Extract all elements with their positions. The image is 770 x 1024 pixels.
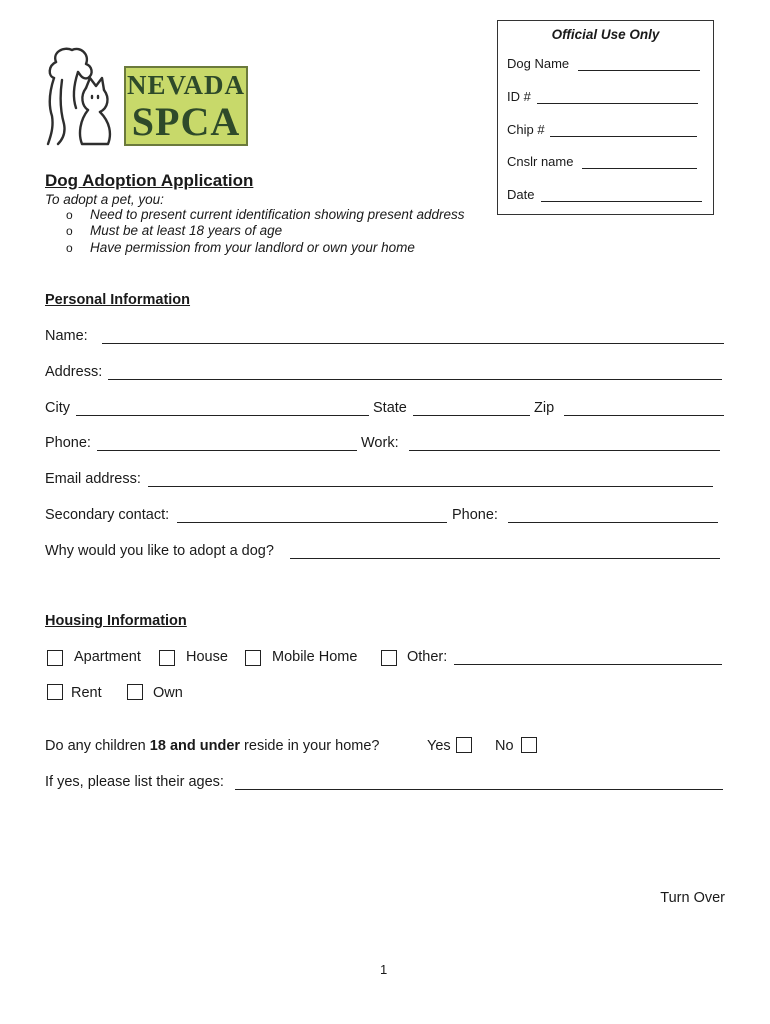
- phone-label: Phone:: [45, 435, 91, 451]
- official-date-label: Date: [507, 187, 535, 202]
- own-checkbox[interactable]: [127, 684, 143, 700]
- official-dog-name-label: Dog Name: [507, 56, 570, 71]
- house-checkbox[interactable]: [159, 650, 175, 666]
- official-counselor-line[interactable]: [582, 168, 697, 169]
- logo-line1: NEVADA: [126, 70, 246, 100]
- apartment-label: Apartment: [74, 649, 141, 665]
- mobile-home-checkbox[interactable]: [245, 650, 261, 666]
- state-label: State: [373, 400, 407, 416]
- children-question: Do any children 18 and under reside in your home?: [45, 738, 380, 754]
- email-label: Email address:: [45, 471, 141, 487]
- children-ages-label: If yes, please list their ages:: [45, 774, 224, 790]
- logo: [42, 44, 252, 150]
- children-yes-checkbox[interactable]: [456, 737, 472, 753]
- phone-field[interactable]: [97, 450, 357, 451]
- logo-line2: SPCA: [131, 99, 241, 144]
- dog-cat-logo-icon: [42, 44, 114, 148]
- official-chip-line[interactable]: [550, 136, 697, 137]
- rent-label: Rent: [71, 685, 102, 701]
- requirement-item: o Must be at least 18 years of age: [66, 223, 283, 238]
- official-chip-label: Chip #: [507, 122, 545, 137]
- official-use-title: Official Use Only: [551, 27, 660, 42]
- children-no-checkbox[interactable]: [521, 737, 537, 753]
- personal-info-heading: Personal Information: [45, 292, 191, 308]
- other-checkbox[interactable]: [381, 650, 397, 666]
- bullet-icon: o: [66, 241, 73, 255]
- other-field[interactable]: [454, 664, 722, 665]
- form-title: Dog Adoption Application: [45, 171, 254, 190]
- house-label: House: [186, 649, 228, 665]
- official-id-label: ID #: [507, 89, 531, 104]
- official-use-box: [497, 20, 714, 215]
- bullet-icon: o: [66, 208, 73, 222]
- requirement-item: o Have permission from your landlord or own your home: [66, 240, 415, 255]
- zip-label: Zip: [534, 400, 555, 416]
- apartment-checkbox[interactable]: [47, 650, 63, 666]
- turn-over-note: Turn Over: [660, 890, 725, 906]
- bullet-icon: o: [66, 224, 73, 238]
- form-intro: To adopt a pet, you:: [45, 192, 164, 207]
- work-phone-label: Work:: [361, 435, 399, 451]
- children-ages-field[interactable]: [235, 789, 723, 790]
- housing-info-heading: Housing Information: [45, 613, 187, 629]
- address-label: Address:: [45, 364, 103, 380]
- official-dog-name-line[interactable]: [578, 70, 700, 71]
- state-field[interactable]: [413, 415, 530, 416]
- secondary-phone-label: Phone:: [452, 507, 498, 523]
- secondary-phone-field[interactable]: [508, 522, 718, 523]
- name-field[interactable]: [102, 343, 724, 344]
- own-label: Own: [153, 685, 183, 701]
- name-label: Name:: [45, 328, 88, 344]
- rent-checkbox[interactable]: [47, 684, 63, 700]
- mobile-home-label: Mobile Home: [272, 649, 358, 665]
- why-adopt-field[interactable]: [290, 558, 720, 559]
- address-field[interactable]: [108, 379, 722, 380]
- secondary-contact-field[interactable]: [177, 522, 447, 523]
- other-label: Other:: [407, 649, 448, 665]
- work-phone-field[interactable]: [409, 450, 720, 451]
- children-yes-label: Yes: [427, 738, 451, 754]
- city-field[interactable]: [76, 415, 369, 416]
- email-field[interactable]: [148, 486, 713, 487]
- page-number: 1: [380, 962, 388, 977]
- children-no-label: No: [495, 738, 514, 754]
- requirement-item: o Need to present current identification showing present address: [66, 207, 465, 222]
- city-label: City: [45, 400, 70, 416]
- zip-field[interactable]: [564, 415, 724, 416]
- official-id-line[interactable]: [537, 103, 698, 104]
- official-counselor-label: Cnslr name: [507, 154, 574, 169]
- secondary-contact-label: Secondary contact:: [45, 507, 170, 523]
- nevada-spca-badge: [124, 66, 248, 146]
- why-adopt-label: Why would you like to adopt a dog?: [45, 543, 274, 559]
- official-date-line[interactable]: [541, 201, 702, 202]
